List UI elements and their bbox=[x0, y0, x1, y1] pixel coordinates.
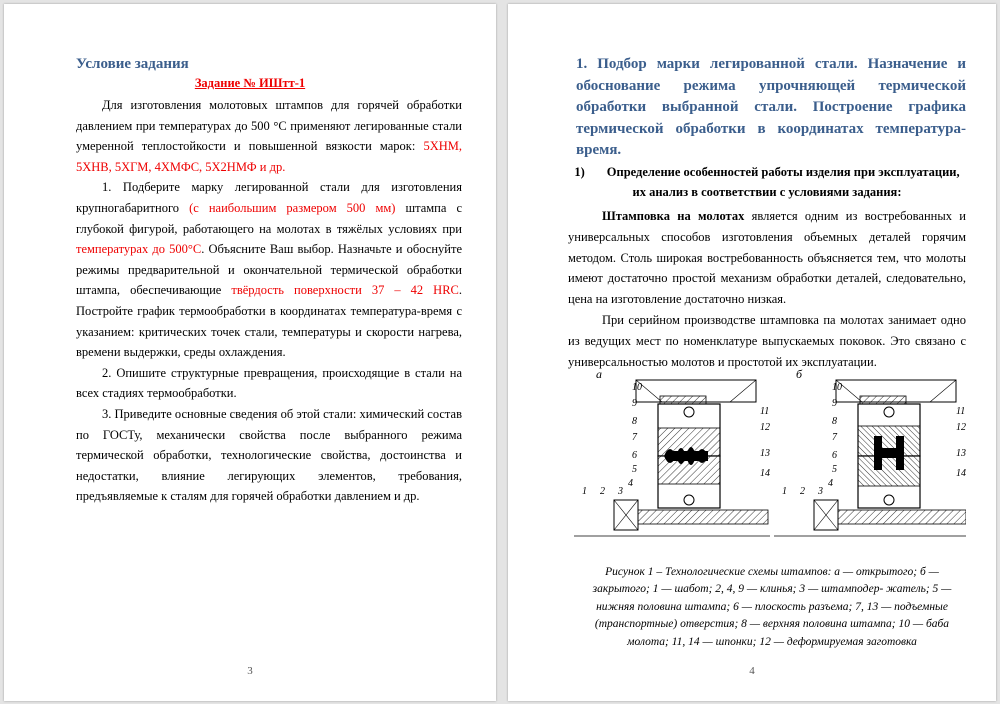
task-title: Задание № ИШтт-1 bbox=[194, 76, 306, 90]
svg-text:14: 14 bbox=[956, 468, 966, 479]
svg-text:8: 8 bbox=[832, 416, 837, 427]
scheme-b bbox=[774, 367, 966, 536]
svg-text:3: 3 bbox=[618, 486, 623, 497]
paragraph-task-2: 2. Опишите структурные превращения, происходящие в стали на всех стадиях термообработки. bbox=[76, 365, 462, 401]
svg-text:9: 9 bbox=[632, 398, 637, 409]
svg-text:2: 2 bbox=[600, 486, 605, 497]
section-heading: Условие задания bbox=[76, 56, 189, 72]
subsection-title: Определение особенностей работы изделия при эксплуатации, их анализ в соответствии с условиями задания: bbox=[606, 165, 960, 199]
chapter-heading: 1. Подбор марки легированной стали. Назначение и обоснование режима упрочняющей термической обработки выбранной стали. Построение графика термической обработки в координатах температура-время. bbox=[576, 56, 966, 158]
page-number: 3 bbox=[247, 665, 253, 677]
svg-text:1: 1 bbox=[782, 486, 787, 497]
paragraph-2: При серийном производстве штамповка па молотах занимает одно из ведущих мест по номенклатуре выпускаемых поковок. Это связано с универсальностью молотов и простотой их эксплуатации. bbox=[568, 312, 966, 369]
temperature-highlight: температурах до 500°С bbox=[76, 242, 202, 257]
subsection-heading bbox=[568, 162, 966, 202]
bold-term: Штамповка на молотах bbox=[602, 209, 745, 223]
document-page-3 bbox=[4, 4, 496, 701]
svg-text:11: 11 bbox=[760, 406, 770, 417]
size-highlight: (с наибольшим размером 500 мм) bbox=[189, 200, 396, 215]
svg-text:5: 5 bbox=[832, 464, 837, 475]
paragraph-intro: Для изготовления молотовых штампов для горячей обработки давлением при температурах до 500 °С применяют легированные стали умеренной теплостойкости и повышенной вязкости марок: 5ХНМ, 5ХНВ, 5ХГМ, 4ХМФС, 5Х2НМФ и др. bbox=[76, 98, 462, 174]
svg-text:9: 9 bbox=[832, 398, 837, 409]
figure-caption: Рисунок 1 – Технологические схемы штампов: а — открытого; б — закрытого; 1 — шабот; 2, 4, 9 — клинья; 3 — штамподер- жатель; 5 — нижняя половина штампа; 6 — плоскость разъема; 7, 13 — подъемные (транспортные) отверстия; 8 — верхняя половина штампа; 10 — баба молота; 11, 14 — шпонки; 12 — деформируемая заготовка bbox=[592, 566, 952, 648]
body-text bbox=[568, 206, 966, 372]
svg-text:10: 10 bbox=[632, 382, 642, 393]
svg-text:4: 4 bbox=[628, 478, 633, 489]
subsection-number: 1) bbox=[574, 165, 585, 179]
svg-text:1: 1 bbox=[582, 486, 587, 497]
svg-text:13: 13 bbox=[956, 448, 966, 459]
svg-text:12: 12 bbox=[760, 422, 770, 433]
svg-text:4: 4 bbox=[828, 478, 833, 489]
svg-text:10: 10 bbox=[832, 382, 842, 393]
svg-text:11: 11 bbox=[956, 406, 966, 417]
paragraph-task-1: 1. Подберите марку легированной стали для изготовления крупногабаритного (с наибольшим размером 500 мм) штампа с глубокой фигурой, работающего на молотах в тяжёлых условиях при температурах до 500°С. Объясните Ваш выбор. Назначьте и обоснуйте режимы предварительной и окончательной термической обработки штампа, обеспечивающие твёрдость поверхности 37 – 42 HRC. Постройте график термообработки в координатах температура-время с указанием: критических точек стали, температуры и скорости нагрева, времени выдержки, среды охлаждения. bbox=[76, 180, 463, 360]
svg-text:3: 3 bbox=[818, 486, 823, 497]
svg-text:14: 14 bbox=[760, 468, 770, 479]
svg-text:5: 5 bbox=[632, 464, 637, 475]
svg-text:8: 8 bbox=[632, 416, 637, 427]
scheme-a bbox=[574, 367, 770, 536]
svg-text:13: 13 bbox=[760, 448, 770, 459]
steel-grades: 5ХНМ, 5ХНВ, 5ХГМ, 4ХМФС, 5Х2НМФ и др. bbox=[76, 139, 462, 174]
svg-text:2: 2 bbox=[800, 486, 805, 497]
svg-text:7: 7 bbox=[632, 432, 637, 443]
page-number: 4 bbox=[749, 665, 755, 677]
scheme-b-label: б bbox=[796, 367, 803, 381]
svg-text:6: 6 bbox=[832, 450, 837, 461]
scheme-a-label: а bbox=[596, 367, 602, 381]
svg-text:12: 12 bbox=[956, 422, 966, 433]
svg-text:6: 6 bbox=[632, 450, 637, 461]
document-page-4 bbox=[508, 4, 996, 701]
task-text bbox=[76, 95, 462, 507]
paragraph-task-3: 3. Приведите основные сведения об этой стали: химический состав по ГОСТу, механически свойства после выбранного режима термической обработки, технологические свойства, достоинства и недостатки, влияние легирующих элементов, требования, предъявляемые к сталям для горячей обработки давлением и др. bbox=[76, 406, 462, 504]
hardness-highlight: твёрдость поверхности 37 – 42 HRC bbox=[231, 283, 459, 298]
paragraph-1: Штамповка на молотах является одним из востребованных и универсальных способов изготовления объемных деталей горячим методом. Столь широкая востребованность объясняется тем, что молоты имеют достаточно простой механизм обработки деталей, следовательно, цена на изготовление достаточно низкая. bbox=[568, 209, 966, 307]
stamp-schematic-figure bbox=[574, 366, 966, 546]
svg-text:7: 7 bbox=[832, 432, 837, 443]
